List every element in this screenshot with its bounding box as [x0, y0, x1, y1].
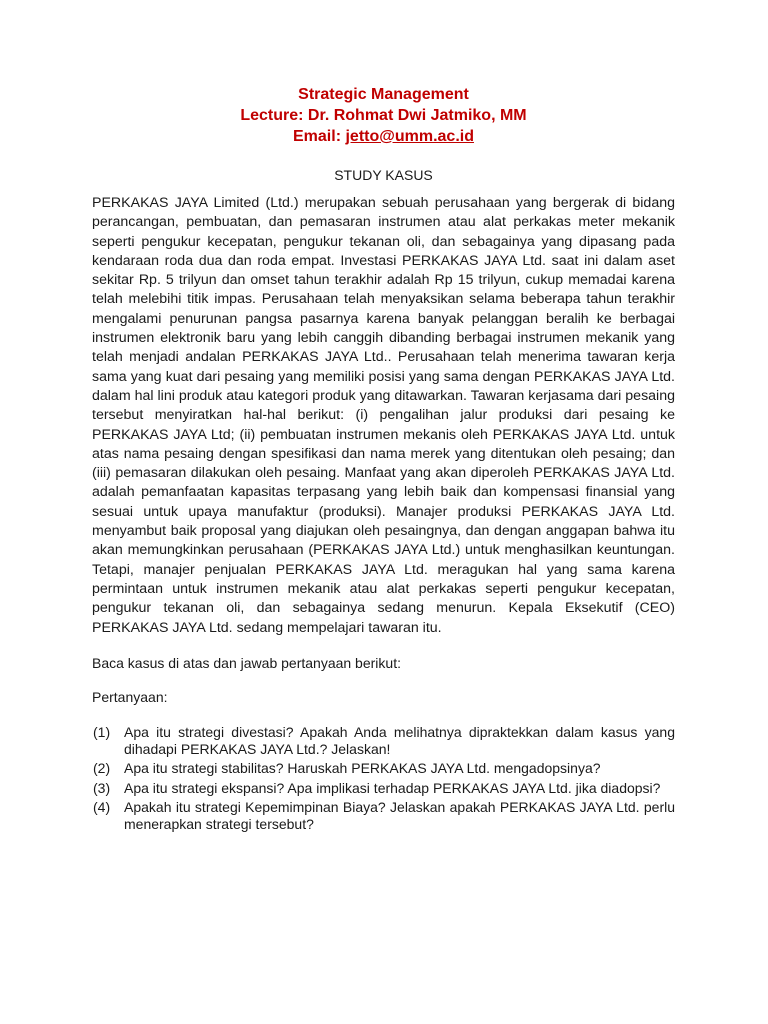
email-link[interactable]: jetto@umm.ac.id	[345, 128, 474, 145]
question-number: (3)	[93, 779, 111, 796]
question-item	[92, 780, 675, 798]
course-title: Strategic Management	[298, 86, 469, 103]
email-line	[92, 126, 675, 147]
question-item	[92, 799, 675, 834]
question-item	[92, 724, 675, 759]
instruction-text: Baca kasus di atas dan jawab pertanyaan berikut:	[92, 654, 401, 671]
document-header	[92, 84, 675, 147]
question-text: Apakah itu strategi Kepemimpinan Biaya? Jelaskan apakah PERKAKAS JAYA Ltd. perlu menerapkan strategi tersebut?	[124, 798, 675, 833]
questions-list	[92, 724, 675, 834]
email-label: Email:	[293, 128, 346, 145]
question-text: Apa itu strategi ekspansi? Apa implikasi terhadap PERKAKAS JAYA Ltd. jika diadopsi?	[124, 779, 661, 796]
questions-label: Pertanyaan:	[92, 688, 168, 705]
question-text: Apa itu strategi divestasi? Apakah Anda melihatnya dipraktekkan dalam kasus yang dihadapi PERKAKAS JAYA Ltd.? Jelaskan!	[124, 723, 675, 758]
section-title: STUDY KASUS	[334, 167, 433, 183]
question-number: (1)	[93, 723, 111, 740]
question-number: (2)	[93, 760, 111, 777]
lecturer-line: Lecture: Dr. Rohmat Dwi Jatmiko, MM	[240, 107, 527, 124]
question-number: (4)	[93, 798, 111, 815]
question-text: Apa itu strategi stabilitas? Haruskah PERKAKAS JAYA Ltd. mengadopsinya?	[124, 760, 601, 777]
document-page	[92, 84, 675, 835]
question-item	[92, 760, 675, 778]
case-paragraph: PERKAKAS JAYA Limited (Ltd.) merupakan sebuah perusahaan yang bergerak di bidang perancangan, pembuatan, dan pemasaran instrumen atau alat perkakas meter mekanik seperti pengukur kecepatan, pengukur tekanan oli, dan sebagainya yang dipasang pada kendaraan roda dua dan roda empat. Investasi PERKAKAS JAYA Ltd. saat ini dalam aset sekitar Rp. 5 trilyun dan omset tahun terakhir adalah Rp 15 trilyun, cukup memadai karena telah melebihi titik impas. Perusahaan telah menyaksikan selama beberapa tahun terakhir mengalami penurunan pangsa pasarnya karena banyak pelanggan beralih ke berbagai instrumen elektronik baru yang lebih canggih dibanding berbagai instrumen mekanik yang telah menjadi andalan PERKAKAS JAYA Ltd.. Perusahaan telah menerima tawaran kerja sama yang kuat dari pesaing yang memiliki posisi yang sama dengan PERKAKAS JAYA Ltd. dalam hal lini produk atau kategori produk yang ditawarkan. Tawaran kerjasama dari pesaing tersebut menyiratkan hal-hal berikut: (i) pengalihan jalur produksi dari pesaing ke PERKAKAS JAYA Ltd; (ii) pembuatan instrumen mekanis oleh PERKAKAS JAYA Ltd. untuk atas nama pesaing dengan spesifikasi dan nama merek yang ditentukan oleh pesaing; dan (iii) pemasaran dilakukan oleh pesaing. Manfaat yang akan diperoleh PERKAKAS JAYA Ltd. adalah pemanfaatan kapasitas terpasang yang lebih baik dan kompensasi finansial yang sesuai untuk upaya manufaktur (produksi). Manajer produksi PERKAKAS JAYA Ltd. menyambut baik proposal yang diajukan oleh pesaingnya, dan dengan anggapan bahwa itu akan memungkinkan perusahaan (PERKAKAS JAYA Ltd.) untuk menghasilkan keuntungan. Tetapi, manajer penjualan PERKAKAS JAYA Ltd. meragukan hal yang sama karena permintaan untuk instrumen mekanik atau alat perkakas seperti pengukur kecepatan, pengukur tekanan oli, dan sebagainya sedang menurun. Kepala Eksekutif (CEO) PERKAKAS JAYA Ltd. sedang mempelajari tawaran itu.	[92, 195, 675, 636]
